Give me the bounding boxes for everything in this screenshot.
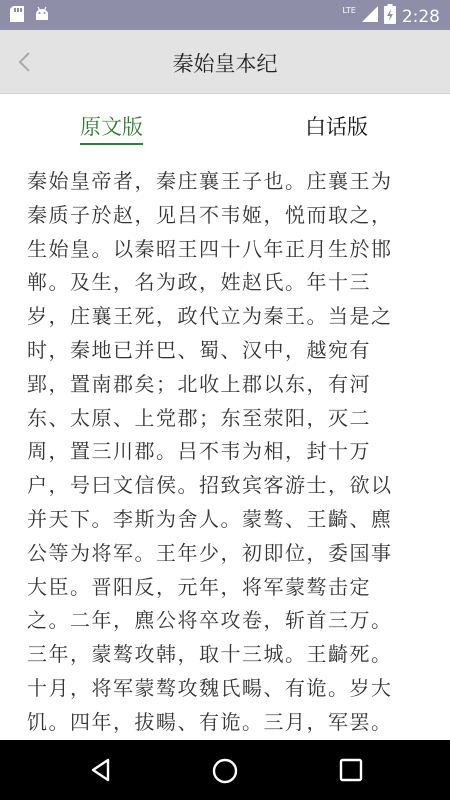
status-bar bbox=[0, 0, 450, 30]
text-line: 岁，庄襄王死，政代立为秦王。当是之 bbox=[27, 304, 393, 329]
text-line: 饥。四年，拔畼、有诡。三月，军罢。 bbox=[27, 709, 393, 734]
android-icon bbox=[34, 6, 50, 26]
text-line: 秦质子於赵，见吕不韦姬，悦而取之， bbox=[27, 202, 393, 227]
nav-home-button[interactable] bbox=[211, 757, 239, 789]
text-line: 并天下。李斯为舍人。蒙骜、王齮、麃 bbox=[27, 506, 393, 531]
article-body bbox=[27, 165, 417, 740]
nav-recents-button[interactable] bbox=[338, 757, 364, 787]
square-recents-icon bbox=[338, 757, 364, 783]
text-line: 周，置三川郡。吕不韦为相，封十万 bbox=[27, 439, 371, 464]
app-bar bbox=[0, 30, 450, 94]
system-status bbox=[343, 4, 440, 29]
triangle-back-icon bbox=[88, 757, 114, 783]
network-type: LTE bbox=[342, 6, 356, 15]
tab-vernacular-text[interactable]: 白话版 bbox=[305, 115, 368, 139]
tab-original-text[interactable]: 原文版 bbox=[80, 111, 143, 145]
text-line: 时，秦地已并巴、蜀、汉中，越宛有 bbox=[27, 337, 371, 362]
text-line: 生始皇。以秦昭王四十八年正月生於邯 bbox=[27, 236, 393, 261]
text-line: 之。二年，麃公将卒攻卷，斩首三万。 bbox=[27, 608, 393, 633]
text-line: 东、太原、上党郡；东至荥阳，灭二 bbox=[27, 405, 371, 430]
notification-icons bbox=[10, 6, 50, 26]
text-line: 大臣。晋阳反，元年，将军蒙骜击定 bbox=[27, 574, 371, 599]
battery-icon bbox=[384, 4, 396, 29]
text-line: 户，号曰文信侯。招致宾客游士，欲以 bbox=[27, 473, 393, 498]
text-line: 郸。及生，名为政，姓赵氏。年十三 bbox=[27, 270, 371, 295]
signal-icon bbox=[362, 6, 378, 27]
sd-card-icon bbox=[10, 6, 24, 26]
text-line: 三年，蒙骜攻韩，取十三城。王齮死。 bbox=[27, 642, 393, 667]
clock: 2:28 bbox=[401, 6, 440, 27]
version-tabs bbox=[0, 93, 450, 153]
navigation-bar bbox=[0, 740, 450, 800]
text-line: 十月，将军蒙骜攻魏氏畼、有诡。岁大 bbox=[27, 675, 393, 700]
text-line: 秦始皇帝者，秦庄襄王子也。庄襄王为 bbox=[27, 169, 393, 193]
text-line: 郢，置南郡矣；北收上郡以东，有河 bbox=[27, 371, 371, 396]
circle-home-icon bbox=[211, 757, 239, 785]
text-line: 公等为将军。王年少，初即位，委国事 bbox=[27, 540, 393, 565]
nav-back-button[interactable] bbox=[88, 757, 114, 787]
page-title: 秦始皇本纪 bbox=[172, 52, 278, 76]
